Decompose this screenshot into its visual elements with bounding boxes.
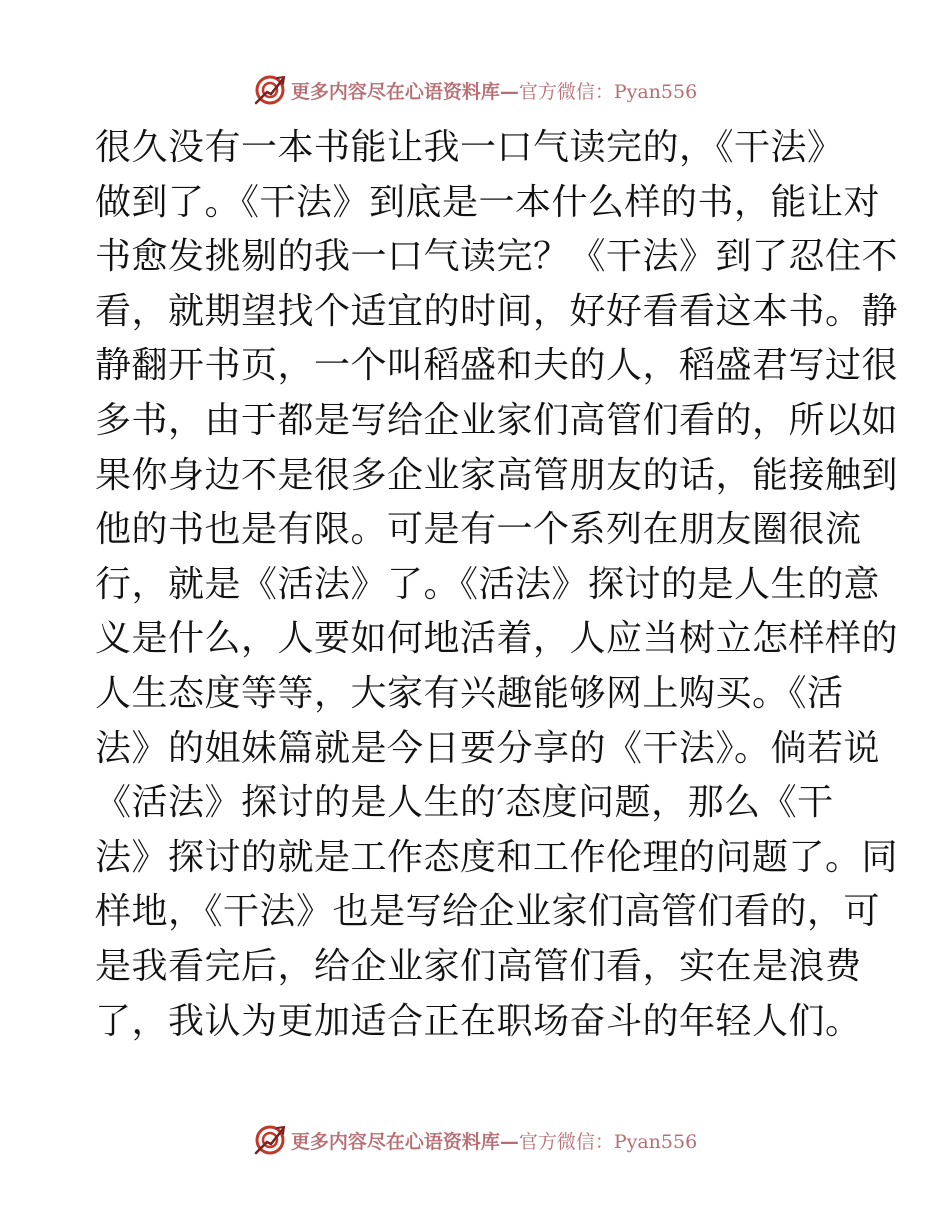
text-line: 做到了。《干法》到底是一本什么样的书，能让对	[95, 181, 881, 223]
text-line: 书愈发挑剔的我一口气读完？《干法》到了忍住不	[95, 236, 899, 278]
text-line: 义是什么，人要如何地活着，人应当树立怎样样的	[95, 618, 899, 660]
text-line: 看，就期望找个适宜的时间，好好看看这本书。静	[95, 290, 899, 332]
text-line: 是我看完后，给企业家们高管们看，实在是浪费	[95, 945, 862, 987]
text-line: 静翻开书页，一个叫稻盛和夫的人，稻盛君写过很	[95, 345, 899, 387]
footer-banner	[0, 1120, 950, 1160]
text-line: 法》探讨的就是工作态度和工作伦理的问题了。同	[95, 836, 899, 878]
text-line: 果你身边不是很多企业家高管朋友的话，能接触到	[95, 454, 899, 496]
banner-site-text: 更多内容尽在心语资料库	[290, 1130, 500, 1153]
banner-text	[291, 1127, 697, 1154]
text-line: 他的书也是有限。可是有一个系列在朋友圈很流	[95, 509, 862, 551]
text-line: 人生态度等等，大家有兴趣能够网上购买。《活	[95, 672, 844, 714]
banner-text	[291, 77, 697, 104]
article-body	[95, 121, 899, 1049]
text-line: 多书，由于都是写给企业家们高管们看的，所以如	[95, 399, 899, 441]
banner-site-text: 更多内容尽在心语资料库	[290, 80, 500, 103]
banner-wechat-text: 官方微信：Pyan556	[518, 80, 698, 103]
banner-separator: —	[499, 1130, 519, 1153]
header-banner	[0, 70, 950, 110]
text-line: 行，就是《活法》了。《活法》探讨的是人生的意	[95, 563, 881, 605]
logo-icon	[253, 73, 287, 107]
logo-icon	[253, 1123, 287, 1157]
text-line: 法》的姐妹篇就是今日要分享的《干法》。倘若说	[95, 727, 881, 769]
text-line: 《活法》探讨的是人生的′态度问题，那么《干	[95, 782, 834, 824]
text-line: 很久没有一本书能让我一口气读完的，《干法》	[95, 127, 844, 168]
banner-wechat-text: 官方微信：Pyan556	[518, 1130, 698, 1153]
text-line: 了，我认为更加适合正在职场奋斗的年轻人们。	[95, 1000, 862, 1042]
text-line: 样地，《干法》也是写给企业家们高管们看的，可	[95, 891, 881, 933]
banner-separator: —	[499, 80, 519, 103]
